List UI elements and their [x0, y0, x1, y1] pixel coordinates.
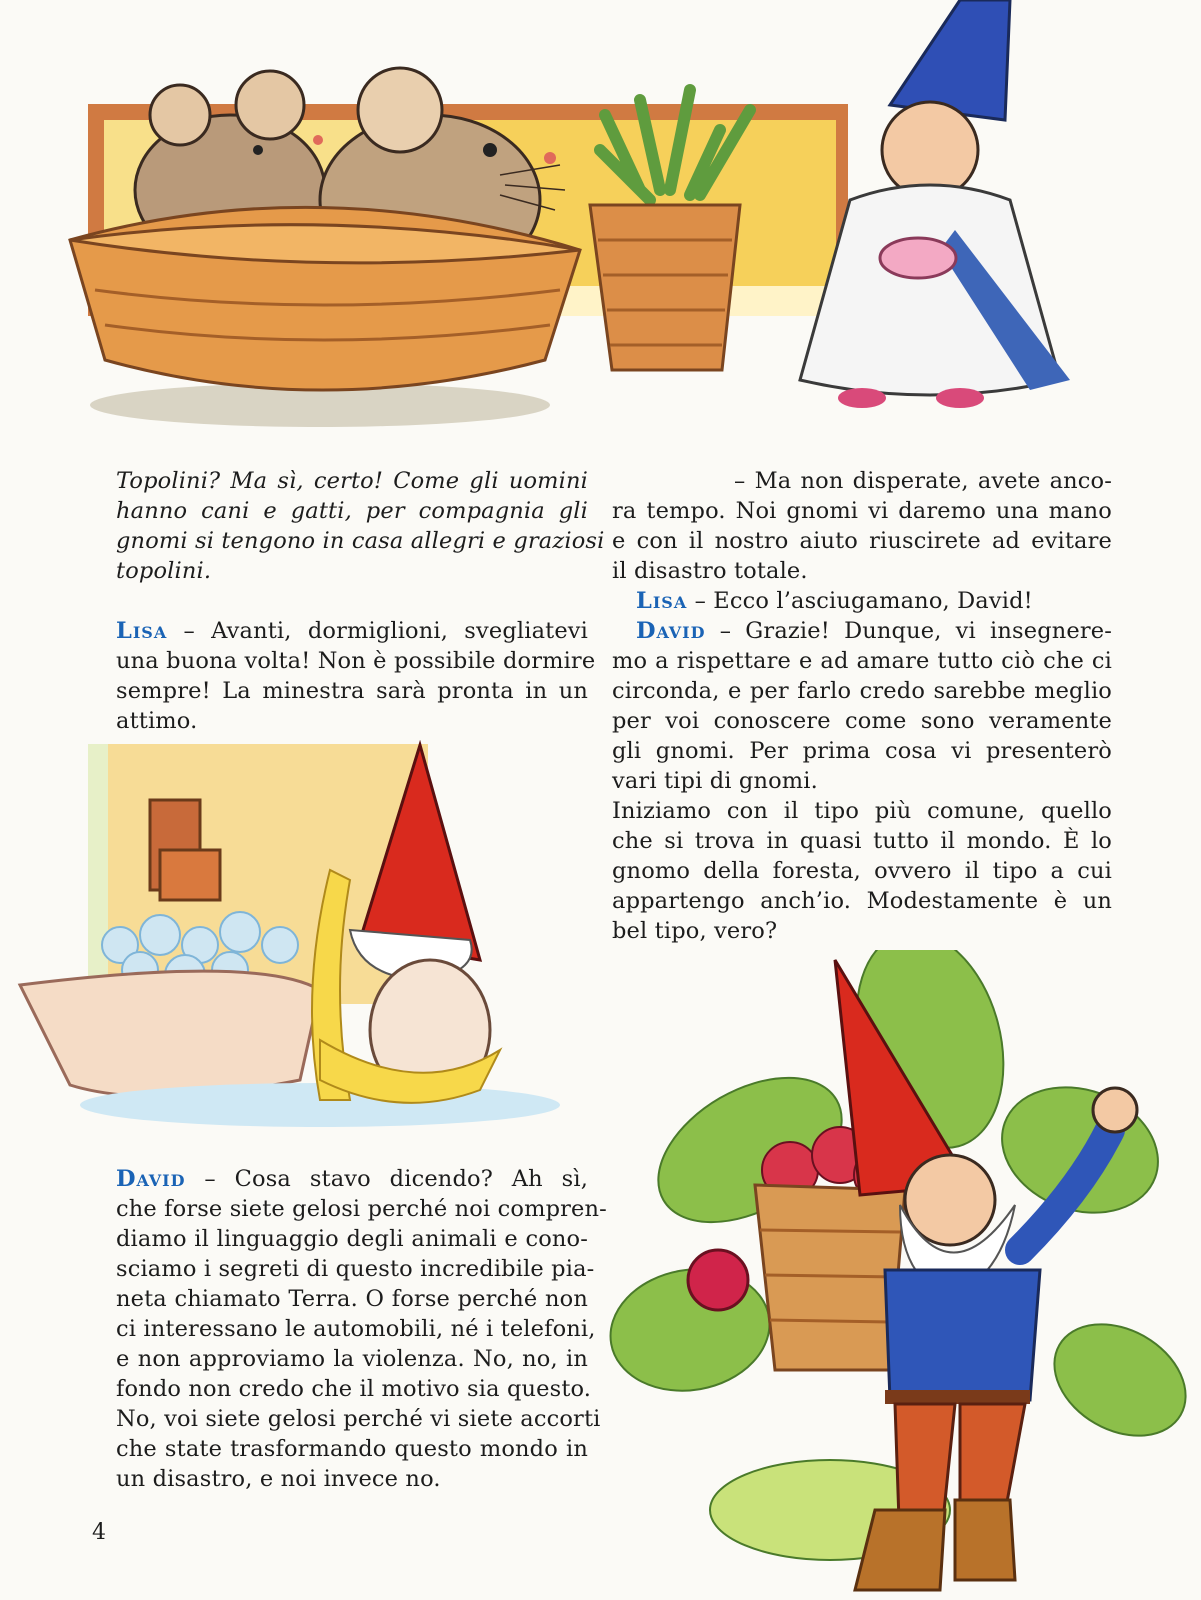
continuation-line: – Ma non disperate, avete anco- [734, 468, 1112, 494]
intro-line: topolini. [116, 558, 212, 584]
speaker-lisa: Lisa [116, 618, 168, 644]
david-speech-line: appartengo anch’io. Modestamente è un [612, 888, 1112, 914]
david-speech-line: Iniziamo con il tipo più comune, quello [612, 798, 1112, 824]
david-speech-line: fondo non credo che il motivo sia questo. [116, 1376, 592, 1402]
wicker-basket [70, 207, 580, 390]
david-speech-line: diamo il linguaggio degli animali e cono- [116, 1226, 588, 1252]
mice-and-lisa-illustration [0, 0, 1201, 440]
david-speech-line: – Grazie! Dunque, vi insegnere- [705, 618, 1112, 644]
page-number: 4 [92, 1520, 106, 1545]
continuation-line: e con il nostro aiuto riuscirete ad evitare [612, 528, 1112, 554]
intro-line: gnomi si tengono in casa allegri e graziosi [116, 528, 605, 554]
speaker-david: David [636, 618, 706, 644]
david-speech-line: mo a rispettare e ad amare tutto ciò che ci [612, 648, 1112, 674]
david-speech-line: che forse siete gelosi perché noi compren- [116, 1196, 607, 1222]
david-speech-line: neta chiamato Terra. O forse perché non [116, 1286, 588, 1312]
david-speech-line: – Cosa stavo dicendo? Ah sì, [185, 1166, 588, 1192]
lisa-speech-line: – Ecco l’asciugamano, David! [687, 588, 1033, 614]
speaker-david: David [116, 1166, 186, 1192]
lisa-speech-line: sempre! La minestra sarà pronta in un [116, 678, 588, 704]
david-speech-line: che state trasformando questo mondo in [116, 1436, 588, 1462]
david-speech-line: che si trova in quasi tutto il mondo. È lo [612, 828, 1112, 854]
david-speech-line: per voi conoscere come sono veramente [612, 708, 1112, 734]
david-speech-line: sciamo i segreti di questo incredibile pia- [116, 1256, 595, 1282]
lisa-speech-1 [116, 616, 596, 736]
david-speech-2 [612, 616, 1112, 946]
intro-paragraph [116, 466, 605, 586]
david-speech-line: No, voi siete gelosi perché vi siete accorti [116, 1406, 601, 1432]
intro-line: Topolini? Ma sì, certo! Come gli uomini [116, 468, 588, 494]
david-speech-line: bel tipo, vero? [612, 918, 778, 944]
speaker-lisa: Lisa [636, 588, 688, 614]
david-speech-line: gnomo della foresta, ovvero il tipo a cui [612, 858, 1112, 884]
david-speech-line: ci interessano le automobili, né i telefoni, [116, 1316, 596, 1342]
david-speech-line: circonda, e per farlo credo sarebbe meglio [612, 678, 1112, 704]
right-continuation [612, 466, 1112, 586]
continuation-line: il disastro totale. [612, 558, 808, 584]
david-speech-1 [116, 1164, 607, 1494]
david-speech-line: gli gnomi. Per prima cosa vi presenterò [612, 738, 1112, 764]
lisa-speech-line: una buona volta! Non è possibile dormire [116, 648, 596, 674]
david-forest-gnome-illustration [600, 950, 1200, 1600]
lisa-speech-line: attimo. [116, 708, 198, 734]
david-speech-line: e non approviamo la violenza. No, no, in [116, 1346, 588, 1372]
lisa-speech-line: – Avanti, dormiglioni, svegliatevi [167, 618, 588, 644]
david-bath-illustration [0, 740, 600, 1140]
intro-line: hanno cani e gatti, per compagnia gli [116, 498, 588, 524]
lisa-speech-2 [636, 586, 1112, 616]
david-speech-line: un disastro, e noi invece no. [116, 1466, 441, 1492]
continuation-line: ra tempo. Noi gnomi vi daremo una mano [612, 498, 1112, 524]
david-speech-line: vari tipi di gnomi. [612, 768, 818, 794]
